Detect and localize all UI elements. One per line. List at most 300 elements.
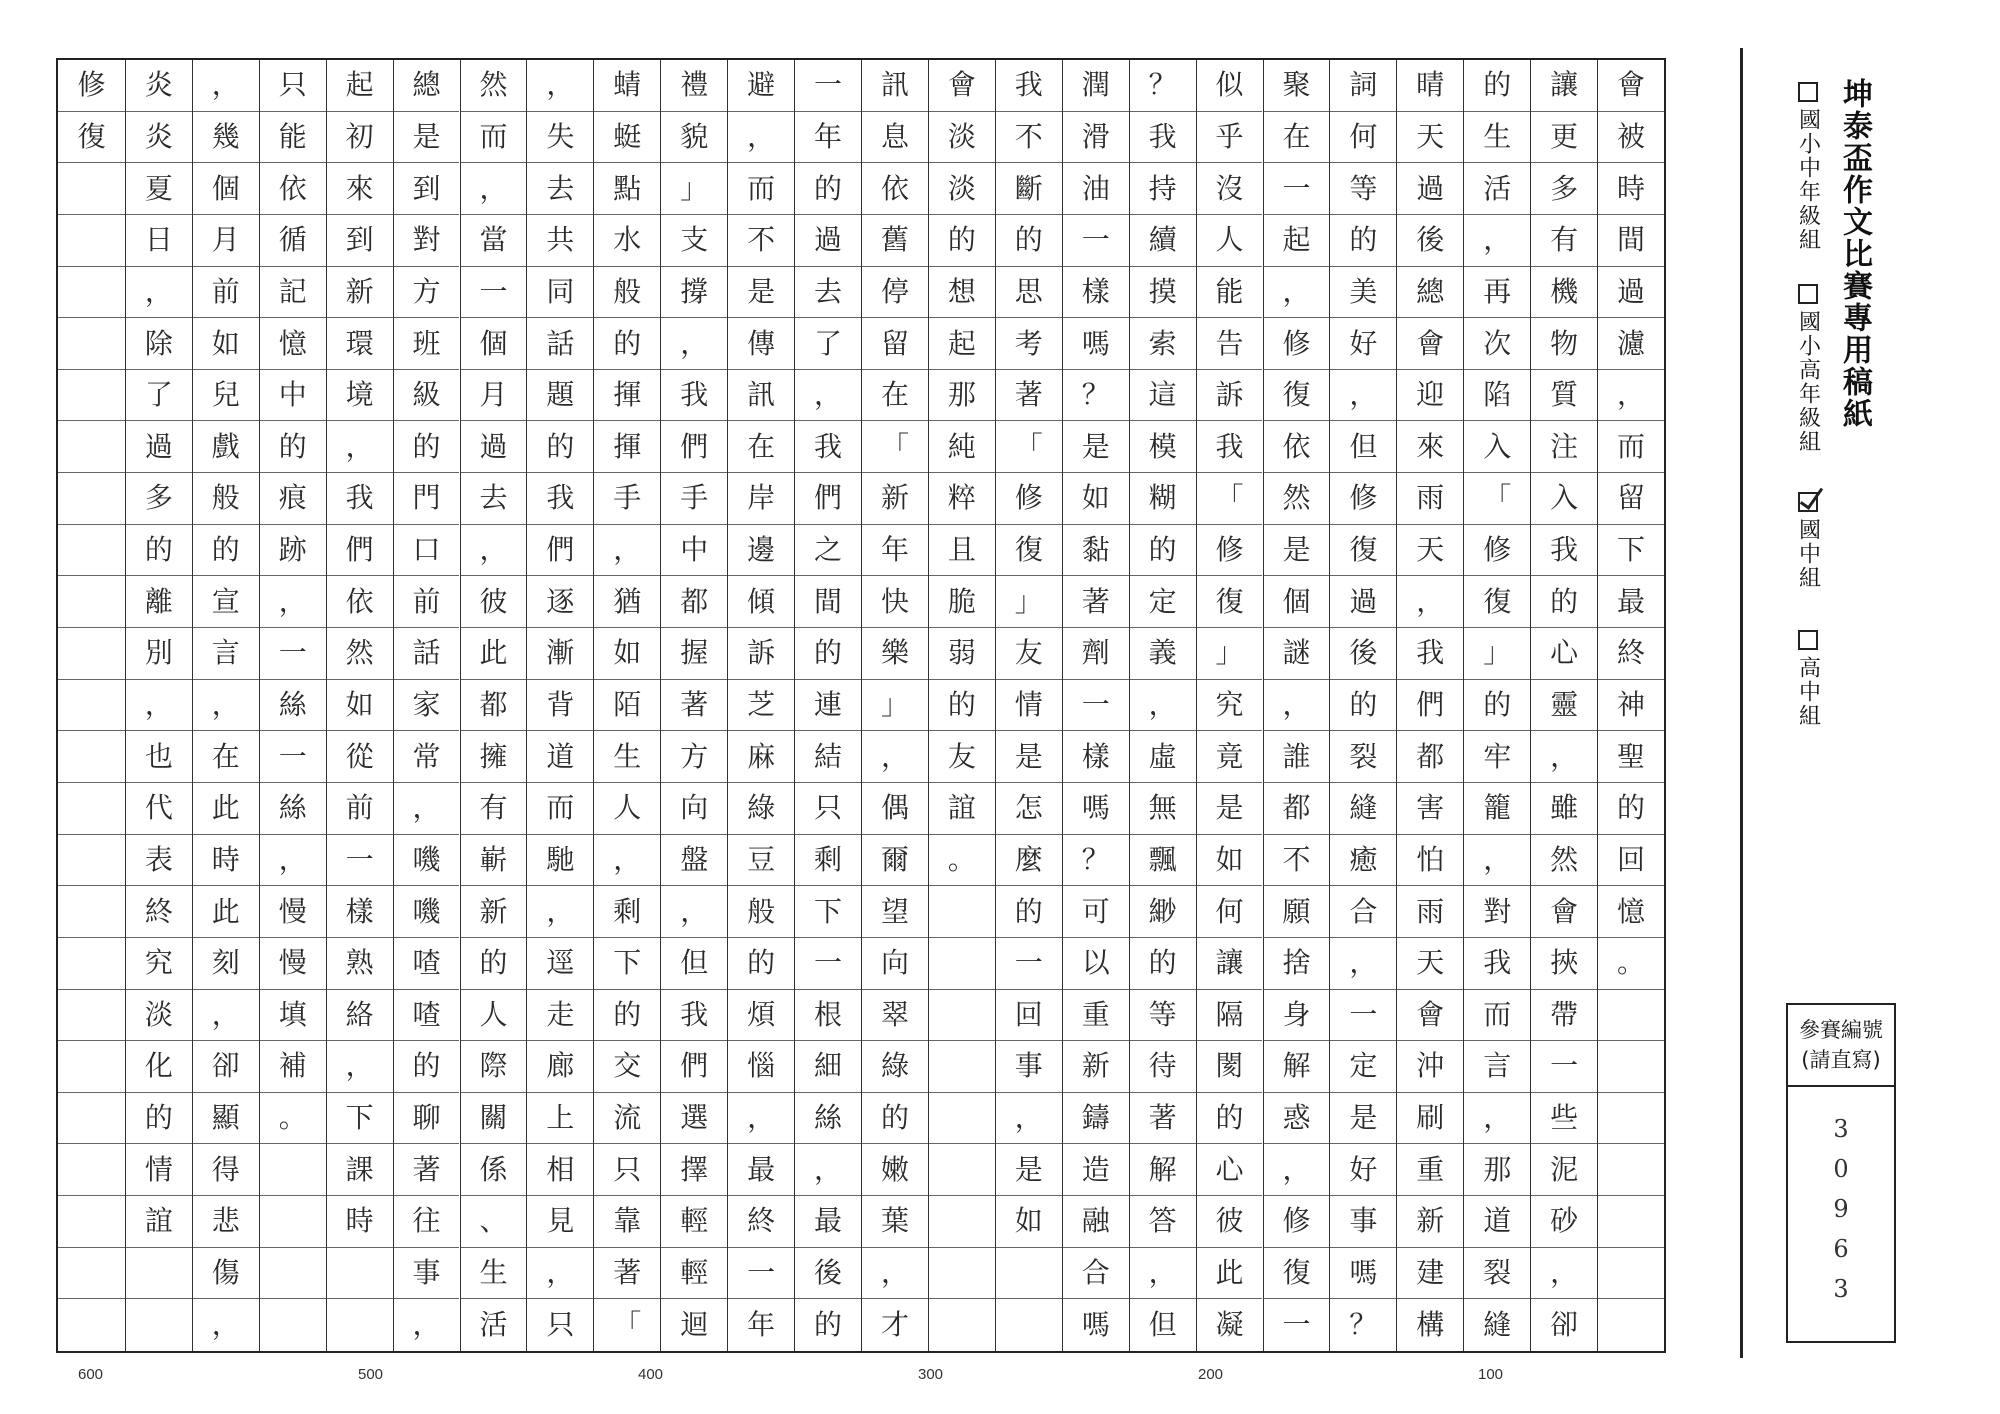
grid-cell: 是 (1330, 1093, 1396, 1145)
grid-cell: 後 (1330, 628, 1396, 680)
grid-cell: ， (1464, 215, 1530, 267)
grid-cell: 濾 (1598, 318, 1664, 370)
grid-cell: 究 (126, 938, 192, 990)
grid-cell: 連 (795, 680, 861, 732)
grid-cell: 樣 (327, 886, 393, 938)
grid-cell: 不 (728, 215, 794, 267)
grid-cell: 舊 (862, 215, 928, 267)
grid-cell: 機 (1531, 267, 1597, 319)
grid-cell: 「 (996, 421, 1062, 473)
grid-cell: 揮 (594, 370, 660, 422)
grid-cell: 一 (260, 731, 326, 783)
grid-cell: 似 (1197, 60, 1263, 112)
grid-cell: 都 (661, 576, 727, 628)
grid-cell: ， (1264, 267, 1330, 319)
grid-cell: 陷 (1464, 370, 1530, 422)
grid-cell: ， (412, 1308, 441, 1342)
grid-cell: 課 (327, 1144, 393, 1196)
grid-cell: 的 (394, 1041, 460, 1093)
grid-cell: 定 (1330, 1041, 1396, 1093)
grid-cell: 好 (1330, 1144, 1396, 1196)
grid-cell: 同 (527, 267, 593, 319)
grid-cell: 新 (862, 473, 928, 525)
grid-cell: 「 (1197, 473, 1263, 525)
grid-cell: 炎 (126, 112, 192, 164)
grid-cell: 偶 (862, 783, 928, 835)
grid-cell: ， (1264, 1144, 1330, 1196)
grid-cell: 怕 (1397, 835, 1463, 887)
grid-cell: 脆 (929, 576, 995, 628)
grid-cell: 彼 (461, 576, 527, 628)
grid-cell: 樣 (1063, 267, 1129, 319)
grid-cell: 痕 (260, 473, 326, 525)
grid-cell: 如 (996, 1196, 1062, 1248)
grid-cell: 生 (1464, 112, 1530, 164)
grid-cell: 而 (461, 112, 527, 164)
grid-cell (58, 1248, 125, 1300)
grid-cell: ， (1464, 835, 1530, 887)
grid-cell: 修 (58, 60, 125, 112)
grid-cell: 到 (327, 215, 393, 267)
grid-cell: 去 (527, 163, 593, 215)
grid-cell: 馳 (527, 835, 593, 887)
grid-cell: 一 (1264, 163, 1330, 215)
grid-cell: 家 (394, 680, 460, 732)
grid-cell (929, 1041, 995, 1093)
grid-cell: 彼 (1197, 1196, 1263, 1248)
grid-cell: 注 (1531, 421, 1597, 473)
grid-cell: 下 (1598, 525, 1664, 577)
grid-column (861, 60, 928, 1351)
grid-column (593, 60, 660, 1351)
entry-number-digit: 0 (1833, 1155, 1849, 1183)
group-checkbox[interactable] (1798, 630, 1818, 650)
grid-cell: 樣 (1063, 731, 1129, 783)
grid-cell: 。 (260, 1093, 326, 1145)
grid-cell: 的 (1197, 1093, 1263, 1145)
grid-cell (929, 886, 995, 938)
grid-cell: 誼 (929, 783, 995, 835)
grid-cell: 代 (126, 783, 192, 835)
grid-cell: 當 (461, 215, 527, 267)
grid-cell: 炎 (126, 60, 192, 112)
grid-cell: 別 (126, 628, 192, 680)
grid-cell: 復 (996, 525, 1062, 577)
grid-cell: 去 (795, 267, 861, 319)
grid-cell: 會 (1397, 990, 1463, 1042)
grid-cell: 新 (1397, 1196, 1463, 1248)
grid-cell: 往 (394, 1196, 460, 1248)
grid-cell: 無 (1130, 783, 1196, 835)
grid-cell: 此 (193, 783, 259, 835)
grid-cell: ， (394, 783, 460, 835)
grid-column (1530, 60, 1597, 1351)
grid-cell: ， (795, 1144, 861, 1196)
grid-cell: 嗎 (1063, 318, 1129, 370)
grid-cell (260, 1196, 326, 1248)
grid-cell (929, 938, 995, 990)
grid-cell: 些 (1531, 1093, 1597, 1145)
grid-cell: 起 (1264, 215, 1330, 267)
grid-cell: 背 (527, 680, 593, 732)
grid-cell: 有 (461, 783, 527, 835)
grid-cell: 訴 (728, 628, 794, 680)
grid-cell: ？ (1349, 1308, 1378, 1342)
entry-number-field[interactable] (1788, 1087, 1894, 1309)
grid-cell: 凝 (1215, 1308, 1244, 1342)
grid-cell: 純 (929, 421, 995, 473)
grid-cell: 題 (527, 370, 593, 422)
grid-cell: 解 (1264, 1041, 1330, 1093)
grid-cell: 們 (327, 525, 393, 577)
grid-cell: 「 (613, 1308, 642, 1342)
grid-cell: 。 (1598, 938, 1664, 990)
grid-cell: 我 (1397, 628, 1463, 680)
grid-cell: 人 (461, 990, 527, 1042)
grid-cell: 如 (1197, 835, 1263, 887)
grid-cell: 嶄 (461, 835, 527, 887)
grid-cell: 」 (862, 680, 928, 732)
grid-cell: ， (661, 886, 727, 938)
grid-cell: 泥 (1531, 1144, 1597, 1196)
grid-cell: 生 (461, 1248, 527, 1300)
grid-cell: 我 (661, 990, 727, 1042)
grid-cell (58, 215, 125, 267)
grid-cell: 竟 (1197, 731, 1263, 783)
grid-cell (58, 835, 125, 887)
grid-cell: 們 (661, 1041, 727, 1093)
grid-cell: 糊 (1130, 473, 1196, 525)
grid-cell: 上 (527, 1093, 593, 1145)
grid-cell: 擁 (461, 731, 527, 783)
grid-cell: 憶 (1598, 886, 1664, 938)
grid-cell: 撐 (661, 267, 727, 319)
grid-cell: 貌 (661, 112, 727, 164)
grid-cell: 入 (1531, 473, 1597, 525)
entry-number-digit: 6 (1833, 1235, 1849, 1263)
grid-cell: 的 (814, 1308, 843, 1342)
grid-cell: 裂 (1330, 731, 1396, 783)
grid-cell: 且 (929, 525, 995, 577)
writing-grid (56, 58, 1666, 1353)
grid-cell: 的 (126, 525, 192, 577)
grid-cell: 」 (661, 163, 727, 215)
grid-cell: 考 (996, 318, 1062, 370)
grid-cell: 嗎 (1330, 1248, 1396, 1300)
grid-cell: 們 (527, 525, 593, 577)
grid-cell: 一 (996, 938, 1062, 990)
grid-cell: 門 (394, 473, 460, 525)
grid-cell (58, 163, 125, 215)
grid-cell: 在 (728, 421, 794, 473)
grid-cell: 手 (594, 473, 660, 525)
grid-cell (58, 576, 125, 628)
grid-cell (1598, 1196, 1664, 1248)
grid-cell: 的 (193, 525, 259, 577)
grid-cell: 我 (1464, 938, 1530, 990)
group-option-elementary-middle[interactable] (1788, 82, 1828, 252)
grid-cell: 豆 (728, 835, 794, 887)
entry-number-digit: 9 (1833, 1195, 1849, 1223)
grid-cell: 訴 (1197, 370, 1263, 422)
group-checkbox[interactable] (1798, 492, 1818, 512)
grid-cell: 輕 (661, 1248, 727, 1300)
grid-cell: 翠 (862, 990, 928, 1042)
grid-column (1263, 60, 1330, 1351)
grid-cell: 淡 (929, 112, 995, 164)
grid-column (794, 60, 861, 1351)
grid-cell: 我 (1531, 525, 1597, 577)
grid-cell (260, 1248, 326, 1300)
grid-cell: 滑 (1063, 112, 1129, 164)
group-option-senior-high[interactable] (1788, 630, 1828, 728)
grid-cell: 摸 (1130, 267, 1196, 319)
grid-cell: 口 (394, 525, 460, 577)
grid-cell: 絡 (327, 990, 393, 1042)
grid-cell: 麼 (996, 835, 1062, 887)
grid-column (460, 60, 527, 1351)
grid-cell: 輕 (661, 1196, 727, 1248)
grid-cell: 新 (1063, 1041, 1129, 1093)
grid-cell: 總 (1397, 267, 1463, 319)
grid-cell: ？ (1063, 835, 1129, 887)
grid-cell: 我 (996, 60, 1062, 112)
grid-cell: 的 (260, 421, 326, 473)
grid-cell: 好 (1330, 318, 1396, 370)
counter-label: 100 (1478, 1366, 1504, 1383)
grid-cell: 來 (1397, 421, 1463, 473)
grid-cell: 是 (1063, 421, 1129, 473)
grid-cell: 關 (461, 1093, 527, 1145)
grid-cell: 可 (1063, 886, 1129, 938)
grid-cell: 沖 (1397, 1041, 1463, 1093)
grid-column (526, 60, 593, 1351)
counter-label: 500 (358, 1366, 384, 1383)
counter-label: 600 (78, 1366, 104, 1383)
grid-cell: 們 (795, 473, 861, 525)
grid-cell: 嘰 (394, 886, 460, 938)
grid-cell: ， (1130, 1248, 1196, 1300)
grid-cell: 停 (862, 267, 928, 319)
grid-cell: ， (527, 60, 593, 112)
group-option-elementary-upper[interactable] (1788, 284, 1828, 454)
grid-cell: 」 (996, 576, 1062, 628)
grid-cell: 質 (1531, 370, 1597, 422)
grid-cell: 沒 (1197, 163, 1263, 215)
grid-cell: 此 (1197, 1248, 1263, 1300)
grid-cell: 粹 (929, 473, 995, 525)
grid-cell: 著 (394, 1144, 460, 1196)
group-checkbox[interactable] (1798, 284, 1818, 304)
grid-cell: 思 (996, 267, 1062, 319)
grid-cell: 如 (327, 680, 393, 732)
grid-cell: 美 (1330, 267, 1396, 319)
grid-cell: 是 (1264, 525, 1330, 577)
grid-cell: 復 (1330, 525, 1396, 577)
grid-cell: 的 (728, 938, 794, 990)
grid-cell: 息 (862, 112, 928, 164)
grid-cell: ， (260, 576, 326, 628)
grid-cell: 索 (1130, 318, 1196, 370)
grid-cell: 合 (1330, 886, 1396, 938)
grid-column (259, 60, 326, 1351)
grid-cell: 如 (594, 628, 660, 680)
grid-cell: 顯 (193, 1093, 259, 1145)
grid-cell: 「 (1464, 473, 1530, 525)
grid-column (995, 60, 1062, 1351)
grid-cell: 牢 (1464, 731, 1530, 783)
grid-cell: 廊 (527, 1041, 593, 1093)
grid-cell: 人 (1197, 215, 1263, 267)
grid-cell: 友 (929, 731, 995, 783)
grid-cell (58, 1196, 125, 1248)
grid-cell: ， (193, 680, 259, 732)
grid-cell: 等 (1130, 990, 1196, 1042)
grid-cell: ， (1330, 370, 1396, 422)
grid-cell: 去 (461, 473, 527, 525)
grid-cell: 願 (1264, 886, 1330, 938)
grid-cell (929, 1144, 995, 1196)
grid-cell: ， (728, 112, 794, 164)
grid-cell: ， (461, 525, 527, 577)
grid-cell: 復 (58, 112, 125, 164)
group-checkbox[interactable] (1798, 82, 1818, 102)
grid-cell: 惑 (1264, 1093, 1330, 1145)
grid-cell: 怎 (996, 783, 1062, 835)
grid-cell: 挾 (1531, 938, 1597, 990)
counter-label: 300 (918, 1366, 944, 1383)
grid-cell: 在 (1264, 112, 1330, 164)
grid-cell: 後 (1397, 215, 1463, 267)
grid-cell: 融 (1063, 1196, 1129, 1248)
grid-cell: ， (1330, 938, 1396, 990)
grid-cell: 依 (862, 163, 928, 215)
grid-cell: 喳 (394, 938, 460, 990)
grid-cell: 個 (1264, 576, 1330, 628)
grid-cell (58, 473, 125, 525)
grid-cell (929, 1248, 995, 1300)
grid-cell (260, 1144, 326, 1196)
grid-cell: 的 (795, 163, 861, 215)
grid-cell: 乎 (1197, 112, 1263, 164)
grid-column (660, 60, 727, 1351)
grid-cell: 害 (1397, 783, 1463, 835)
grid-cell: 籠 (1464, 783, 1530, 835)
grid-cell: 終 (728, 1196, 794, 1248)
grid-cell: 環 (327, 318, 393, 370)
grid-cell: 了 (795, 318, 861, 370)
group-label: 國小中年級組 (1795, 108, 1821, 252)
grid-cell: 一 (1330, 990, 1396, 1042)
grid-cell: 而 (728, 163, 794, 215)
grid-cell: ， (862, 731, 928, 783)
grid-cell (929, 1299, 995, 1351)
grid-cell: 癒 (1330, 835, 1396, 887)
grid-cell: 表 (126, 835, 192, 887)
grid-cell: 喳 (394, 990, 460, 1042)
form-title: 坤泰盃作文比賽專用稿紙 (1837, 78, 1872, 430)
grid-cell: 快 (862, 576, 928, 628)
grid-cell: 事 (394, 1248, 460, 1300)
grid-cell (1598, 990, 1664, 1042)
grid-cell: 虛 (1130, 731, 1196, 783)
grid-cell: ， (594, 525, 660, 577)
counter-label: 400 (638, 1366, 664, 1383)
grid-cell: 」 (1197, 628, 1263, 680)
grid-cell: 訊 (728, 370, 794, 422)
grid-cell: 猶 (594, 576, 660, 628)
grid-cell: 身 (1264, 990, 1330, 1042)
grid-cell: 常 (394, 731, 460, 783)
grid-cell: 循 (260, 215, 326, 267)
grid-cell: 不 (996, 112, 1062, 164)
grid-cell: 對 (1464, 886, 1530, 938)
grid-cell: 修 (1264, 318, 1330, 370)
grid-cell: 一 (795, 60, 861, 112)
grid-cell: 記 (260, 267, 326, 319)
grid-cell: 心 (1531, 628, 1597, 680)
grid-cell: ， (193, 60, 259, 112)
grid-cell: 嗎 (1063, 783, 1129, 835)
grid-cell: 修 (1330, 473, 1396, 525)
grid-cell: 絲 (260, 680, 326, 732)
grid-cell: 間 (795, 576, 861, 628)
entry-number-digit: 3 (1833, 1115, 1849, 1143)
grid-column (1329, 60, 1396, 1351)
grid-column (1196, 60, 1263, 1351)
grid-cell: 年 (747, 1308, 776, 1342)
grid-cell: 隔 (1197, 990, 1263, 1042)
group-option-junior-high[interactable] (1788, 492, 1828, 590)
grid-column (1597, 60, 1664, 1351)
grid-cell: 再 (1464, 267, 1530, 319)
grid-cell: ， (594, 835, 660, 887)
grid-cell: 但 (1148, 1308, 1177, 1342)
grid-cell: 復 (1464, 576, 1530, 628)
grid-cell: 水 (594, 215, 660, 267)
grid-cell (1598, 1248, 1664, 1300)
grid-cell: 多 (126, 473, 192, 525)
grid-column (1396, 60, 1463, 1351)
grid-cell: 持 (1130, 163, 1196, 215)
grid-cell: 不 (1264, 835, 1330, 887)
grid-cell: 然 (1264, 473, 1330, 525)
grid-cell (1598, 1299, 1664, 1351)
grid-cell: 活 (479, 1308, 508, 1342)
grid-cell: 次 (1464, 318, 1530, 370)
grid-cell: 的 (1330, 680, 1396, 732)
grid-cell: 望 (862, 886, 928, 938)
grid-cell: 走 (527, 990, 593, 1042)
grid-cell: ， (126, 680, 192, 732)
grid-cell: 的 (594, 318, 660, 370)
grid-cell: 能 (260, 112, 326, 164)
grid-cell: 造 (1063, 1144, 1129, 1196)
grid-cell (58, 370, 125, 422)
grid-cell (58, 525, 125, 577)
grid-cell: 刻 (193, 938, 259, 990)
grid-cell: 前 (193, 267, 259, 319)
grid-cell: 想 (929, 267, 995, 319)
grid-cell: 戲 (193, 421, 259, 473)
grid-cell: 回 (1598, 835, 1664, 887)
grid-cell: 嗎 (1081, 1308, 1110, 1342)
grid-cell: 而 (527, 783, 593, 835)
grid-cell: 雖 (1531, 783, 1597, 835)
grid-cell: 情 (996, 680, 1062, 732)
grid-cell: 個 (193, 163, 259, 215)
grid-cell: 建 (1397, 1248, 1463, 1300)
